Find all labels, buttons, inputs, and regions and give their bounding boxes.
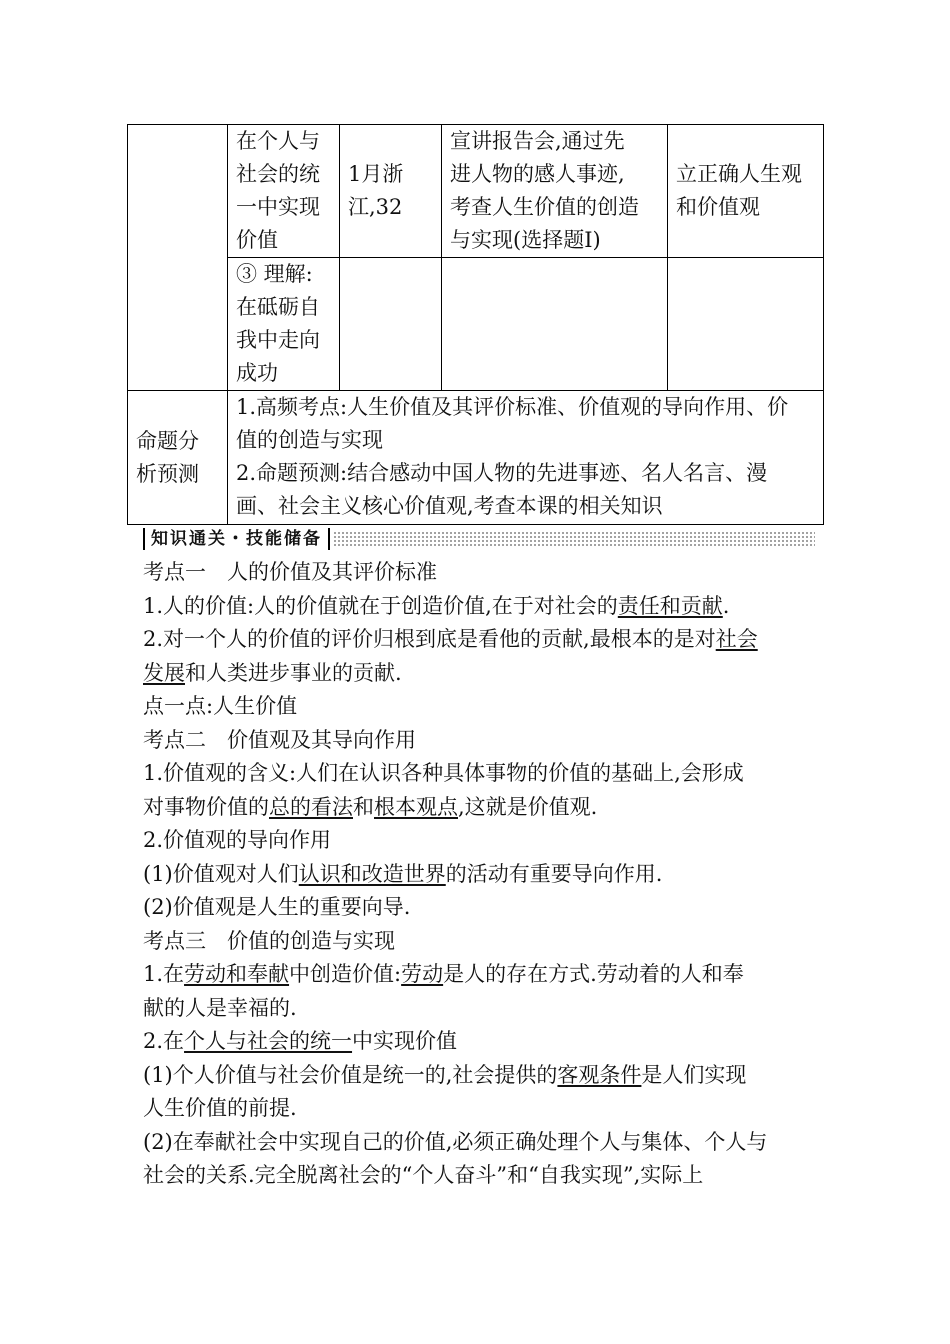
banner-dot-pattern	[333, 531, 815, 547]
knowledge-cell: ③ 理解: 在砥砺自 我中走向 成功	[228, 258, 340, 391]
content-cell: 宣讲报告会,通过先 进人物的感人事迹, 考查人生价值的创造 与实现(选择题Ⅰ)	[442, 125, 668, 258]
section-banner	[143, 528, 815, 550]
paragraph: 2.对一个人的价值的评价归根到底是看他的贡献,最根本的是对社会 发展和人类进步事业的贡献.	[143, 627, 758, 685]
exam-cell: 1月浙 江,32	[340, 125, 442, 258]
section-title: 考点二 价值观及其导向作用	[143, 727, 416, 752]
paragraph: (2)在奉献社会中实现自己的价值,必须正确处理个人与集体、个人与 社会的关系.完全脱离社会的“个人奋斗”和“自我实现”,实际上	[143, 1129, 768, 1187]
paragraph: 2.在个人与社会的统一中实现价值	[143, 1029, 458, 1053]
section-title: 考点一 人的价值及其评价标准	[143, 560, 437, 584]
knowledge-cell: 在个人与 社会的统 一中实现 价值	[228, 125, 340, 258]
exam-table	[127, 124, 824, 525]
paragraph: 2.价值观的导向作用	[143, 828, 332, 852]
empty-cell	[442, 258, 668, 391]
paragraph: 1.在劳动和奉献中创造价值:劳动是人的存在方式.劳动着的人和奉 献的人是幸福的.	[143, 962, 744, 1020]
empty-cell	[340, 258, 442, 391]
banner-title: 知识通关・技能储备	[143, 528, 330, 550]
section-title: 考点三 价值的创造与实现	[143, 928, 395, 953]
paragraph: (1)个人价值与社会价值是统一的,社会提供的客观条件是人们实现 人生价值的前提.	[143, 1062, 747, 1120]
paragraph: 1.人的价值:人的价值就在于创造价值,在于对社会的责任和贡献.	[143, 593, 730, 618]
analysis-label-cell: 命题分 析预测	[128, 391, 228, 525]
empty-cell	[668, 258, 824, 391]
paragraph: (2)价值观是人生的重要向导.	[143, 895, 411, 919]
paragraph: (1)价值观对人们认识和改造世界的活动有重要导向作用.	[143, 861, 663, 886]
analysis-content-cell: 1.高频考点:人生价值及其评价标准、价值观的导向作用、价 值的创造与实现 2.命题预测:结合感动中国人物的先进事迹、名人名言、漫 画、社会主义核心价值观,考查本课的相关知识	[228, 391, 824, 525]
blank-cell	[128, 125, 228, 391]
knowledge-content	[143, 556, 815, 1193]
goal-cell: 立正确人生观 和价值观	[668, 125, 824, 258]
point-note: 点一点:人生价值	[143, 694, 298, 718]
paragraph: 1.价值观的含义:人们在认识各种具体事物的价值的基础上,会形成 对事物价值的总的看法和根本观点,这就是价值观.	[143, 761, 744, 819]
